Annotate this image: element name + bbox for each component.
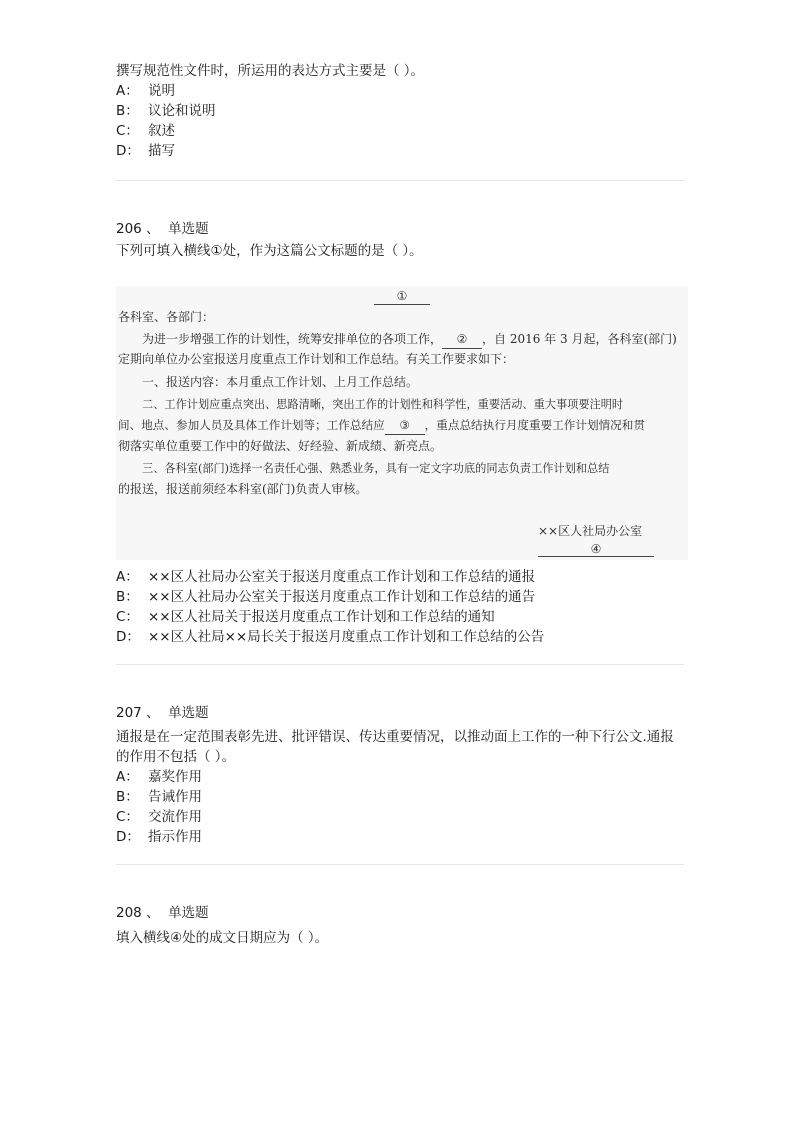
divider (116, 664, 684, 665)
q205-option-b: B： 议论和说明 (116, 103, 216, 119)
q207-option-d: D： 指示作用 (116, 829, 202, 845)
q206-option-c: C： ××区人社局关于报送月度重点工作计划和工作总结的通知 (116, 609, 495, 625)
divider (116, 864, 684, 865)
q205-option-a: A： 说明 (116, 83, 175, 99)
question-type: 单选题 (168, 221, 209, 237)
notice-line: 彻落实单位重要工作中的好做法、好经验、新成绩、新亮点。 (118, 439, 443, 453)
q206-stem: 下列可填入横线①处，作为这篇公文标题的是（ ）。 (116, 243, 423, 259)
q208-stem: 填入横线④处的成文日期应为（ ）。 (116, 930, 329, 946)
question-number: 208 、 (116, 905, 160, 921)
q206-option-a: A： ××区人社局办公室关于报送月度重点工作计划和工作总结的通报 (116, 569, 536, 585)
q207-option-b: B： 告诫作用 (116, 789, 202, 805)
q205-option-d: D： 描写 (116, 143, 175, 159)
notice-signature: ××区人社局办公室 (538, 524, 643, 538)
title-blank: ① (374, 288, 430, 305)
q206-header (116, 219, 209, 239)
q207-header (116, 703, 209, 723)
q207-option-a: A： 嘉奖作用 (116, 769, 202, 785)
notice-salutation: 各科室、各部门： (118, 310, 215, 324)
notice-line: 一、报送内容：本月重点工作计划、上月工作总结。 (142, 375, 419, 389)
q207-option-c: C： 交流作用 (116, 809, 202, 825)
notice-line: 三、各科室(部门)选择一名责任心强、熟悉业务，具有一定文字功底的同志负责工作计划和总结 (142, 462, 610, 475)
blank-2: ② (442, 330, 482, 349)
notice-line: 定期向单位办公室报送月度重点工作计划和工作总结。有关工作要求如下： (118, 352, 515, 366)
divider (116, 180, 684, 181)
q205-stem: 撰写规范性文件时，所运用的表达方式主要是（ ）。 (116, 63, 425, 79)
q205-option-c: C： 叙述 (116, 123, 175, 139)
q206-option-b: B： ××区人社局办公室关于报送月度重点工作计划和工作总结的通告 (116, 589, 536, 605)
notice-line: 为进一步增强工作的计划性，统筹安排单位的各项工作， ② ，自 2016 年 3 月起，各科室(部门) (142, 330, 677, 349)
blank-3: ③ (385, 416, 425, 435)
notice-scan-image (116, 286, 688, 560)
question-type: 单选题 (168, 905, 209, 921)
q207-stem: 通报是在一定范围表彰先进、批评错误、传达重要情况，以推动面上工作的一种下行公文.通报的作用不包括（ ）。 (116, 729, 674, 765)
notice-line: 二、工作计划应重点突出、思路清晰，突出工作的计划性和科学性，重要活动、重大事项要注明时 (142, 398, 624, 411)
q208-header (116, 903, 209, 923)
notice-line: 间、地点、参加人员及具体工作计划等；工作总结应 ③ ，重点总结执行月度重要工作计划情况和贯 (118, 416, 645, 435)
question-number: 207 、 (116, 705, 160, 721)
notice-line: 的报送，报送前须经本科室(部门)负责人审核。 (118, 482, 368, 496)
blank-4: ④ (538, 542, 654, 557)
q206-option-d: D： ××区人社局××局长关于报送月度重点工作计划和工作总结的公告 (116, 629, 545, 645)
question-type: 单选题 (168, 705, 209, 721)
question-number: 206 、 (116, 221, 160, 237)
